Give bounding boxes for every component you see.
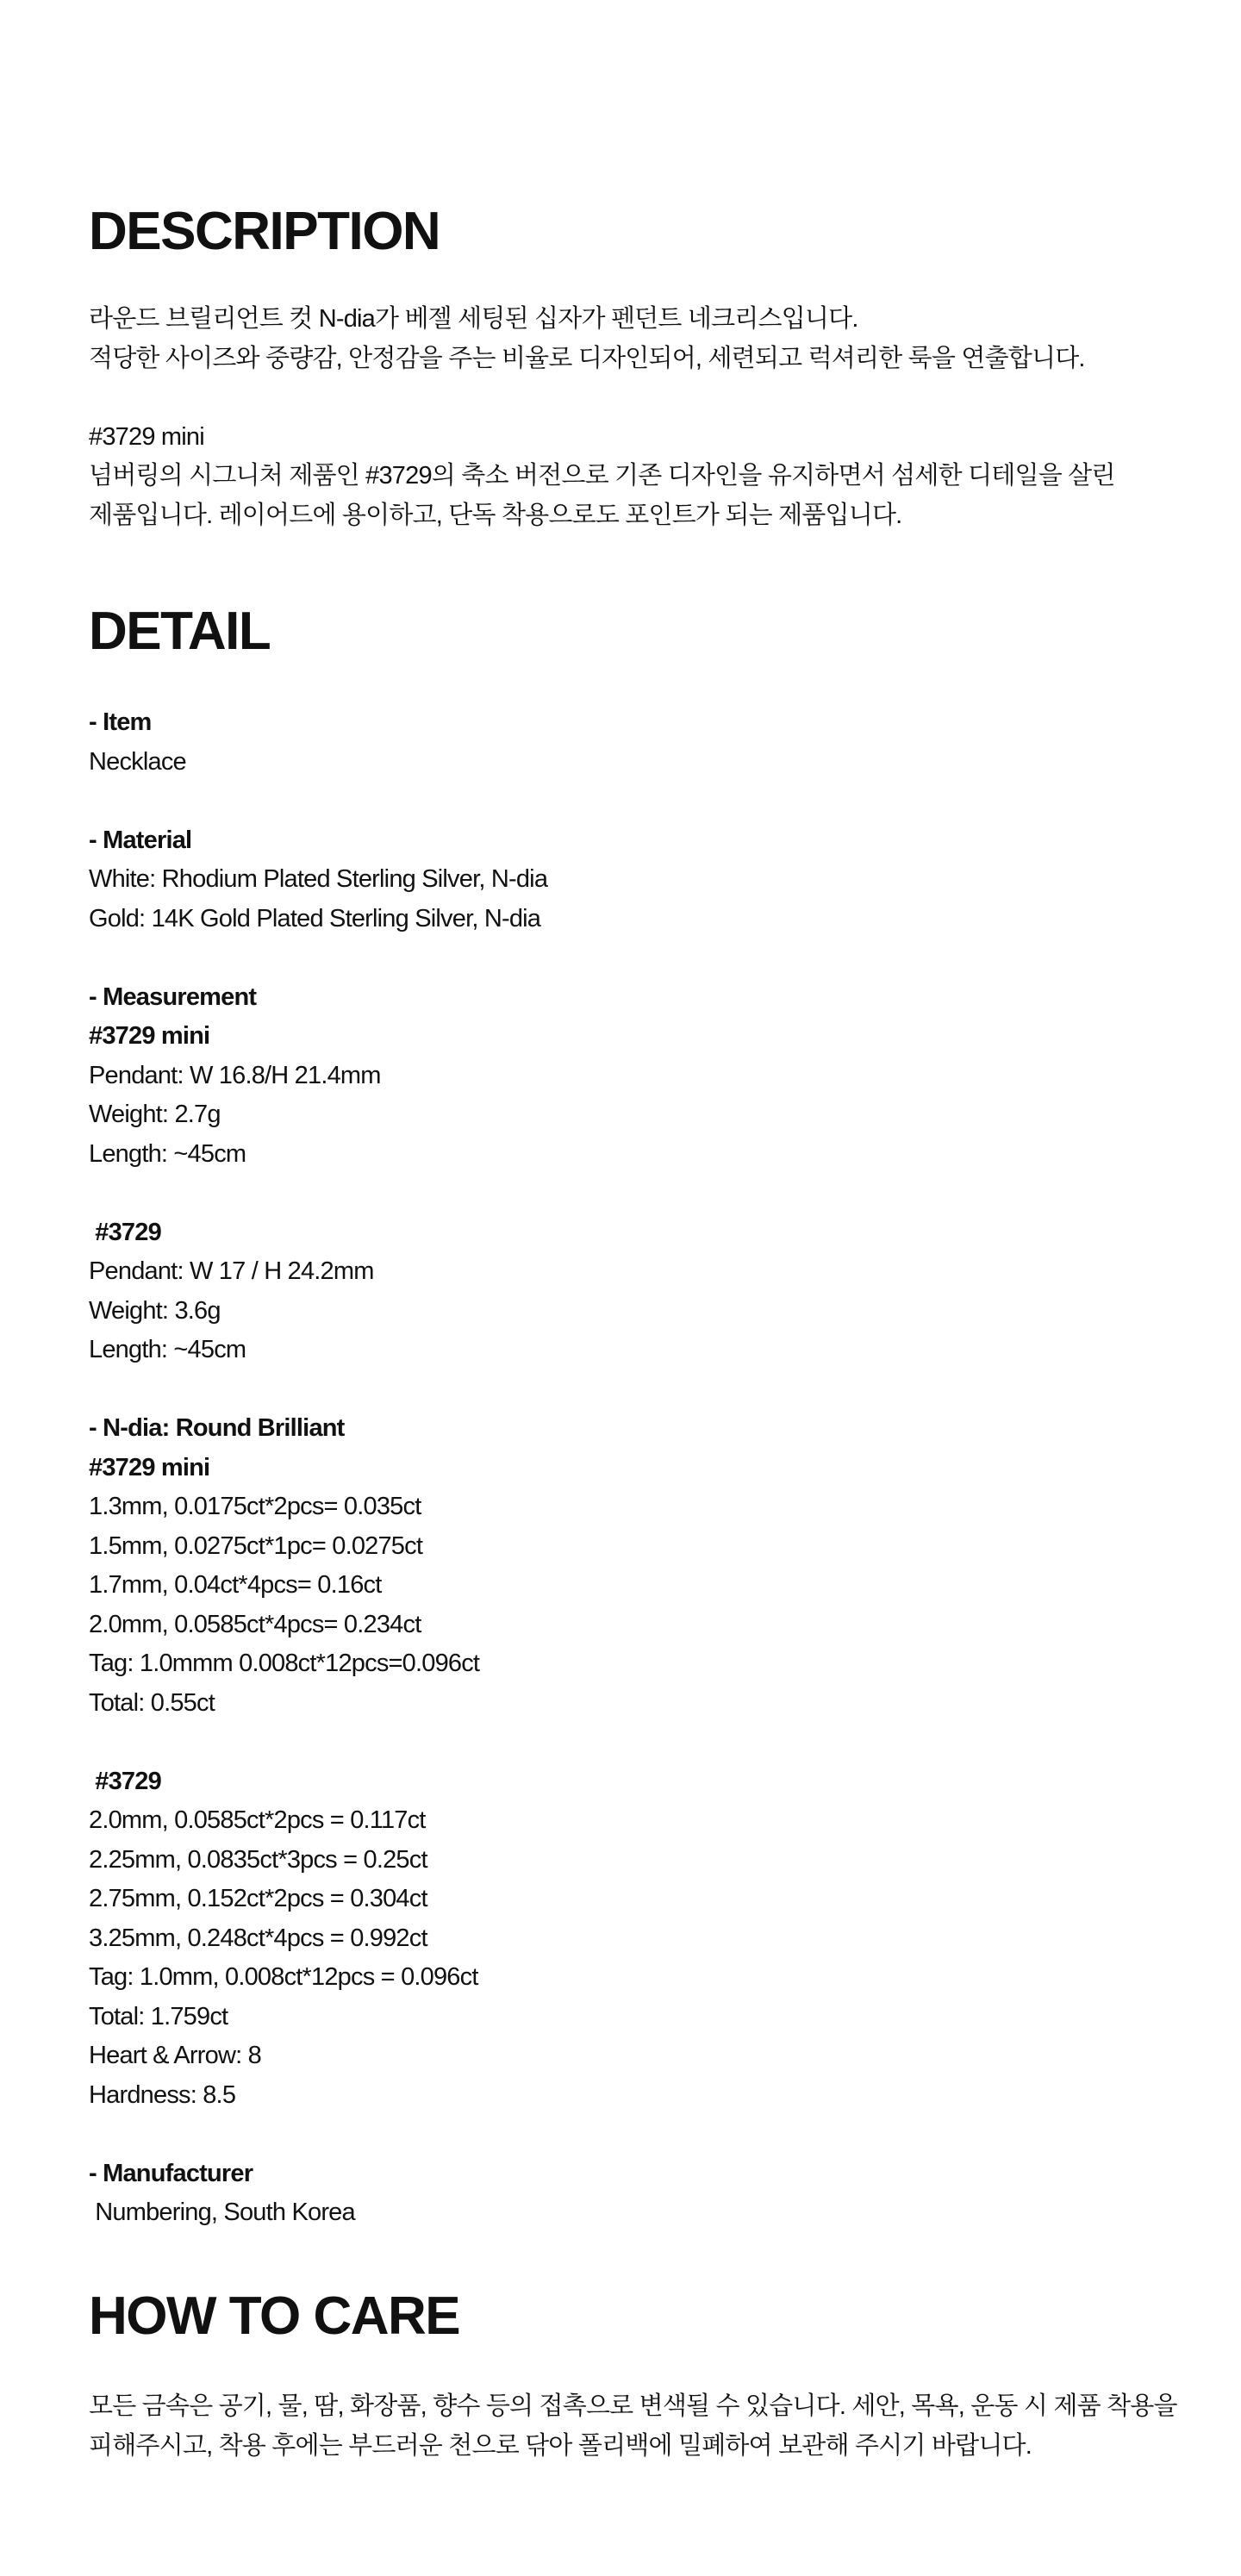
- description-line: 적당한 사이즈와 중량감, 안정감을 주는 비율로 디자인되어, 세련되고 럭셔리한 룩을 연출합니다.: [89, 344, 1085, 372]
- ndia-mini-line: Tag: 1.0mmm 0.008ct*12pcs=0.096ct: [89, 1650, 480, 1677]
- ndia-full-line: Tag: 1.0mm, 0.008ct*12pcs = 0.096ct: [89, 1963, 478, 1991]
- measurement-full-label: #3729: [89, 1218, 161, 1246]
- item-label: - Item: [89, 708, 152, 736]
- ndia-full-hardness: Hardness: 8.5: [89, 2080, 236, 2109]
- measurement-full-length: Length: ~45cm: [89, 1336, 246, 1363]
- ndia-full-line: 2.75mm, 0.152ct*2pcs = 0.304ct: [89, 1885, 427, 1912]
- spacer: [89, 2115, 547, 2155]
- care-line: 피해주시고, 착용 후에는 부드러운 천으로 닦아 폴리백에 밀폐하여 보관해 주시기 바랍니다.: [89, 2431, 1032, 2460]
- description-subtitle: #3729 mini: [89, 422, 204, 451]
- measurement-mini-weight: Weight: 2.7g: [89, 1101, 221, 1128]
- measurement-mini-length: Length: ~45cm: [89, 1139, 246, 1168]
- ndia-mini-line: 2.0mm, 0.0585ct*4pcs= 0.234ct: [89, 1610, 421, 1638]
- manufacturer-label: - Manufacturer: [89, 2159, 253, 2187]
- spacer: [89, 378, 1115, 418]
- care-title: HOW TO CARE: [89, 2286, 460, 2346]
- measurement-full-weight: Weight: 3.6g: [89, 1296, 221, 1325]
- measurement-mini-label: #3729 mini: [89, 1022, 210, 1050]
- detail-body: [89, 703, 547, 2233]
- ndia-mini-line: 1.5mm, 0.0275ct*1pc= 0.0275ct: [89, 1531, 423, 1560]
- ndia-mini-total: Total: 0.55ct: [89, 1688, 215, 1717]
- ndia-mini-label: #3729 mini: [89, 1453, 210, 1481]
- spacer: [89, 939, 547, 978]
- item-value: Necklace: [89, 747, 186, 776]
- ndia-mini-line: 1.7mm, 0.04ct*4pcs= 0.16ct: [89, 1571, 382, 1599]
- measurement-mini-pendant: Pendant: W 16.8/H 21.4mm: [89, 1061, 381, 1089]
- material-white: White: Rhodium Plated Sterling Silver, N-dia: [89, 865, 548, 893]
- measurement-full-pendant: Pendant: W 17 / H 24.2mm: [89, 1257, 374, 1285]
- description-title: DESCRIPTION: [89, 202, 440, 261]
- description-line: 넘버링의 시그니처 제품인 #3729의 축소 버전으로 기존 디자인을 유지하면서 섬세한 디테일을 살린: [89, 462, 1115, 490]
- care-line: 모든 금속은 공기, 물, 땀, 화장품, 향수 등의 접촉으로 변색될 수 있습니다. 세안, 목욕, 운동 시 제품 착용을: [89, 2392, 1177, 2420]
- description-body: [89, 300, 1115, 535]
- ndia-full-label: #3729: [89, 1767, 161, 1795]
- spacer: [89, 782, 547, 821]
- care-body: [89, 2387, 1177, 2466]
- ndia-full-line: 3.25mm, 0.248ct*4pcs = 0.992ct: [89, 1924, 427, 1952]
- ndia-mini-line: 1.3mm, 0.0175ct*2pcs= 0.035ct: [89, 1493, 421, 1520]
- ndia-full-line: 2.25mm, 0.0835ct*3pcs = 0.25ct: [89, 1845, 427, 1874]
- material-gold: Gold: 14K Gold Plated Sterling Silver, N-dia: [89, 904, 541, 932]
- measurement-label: - Measurement: [89, 982, 257, 1011]
- ndia-label: - N-dia: Round Brilliant: [89, 1414, 345, 1442]
- ndia-full-heart-arrow: Heart & Arrow: 8: [89, 2042, 261, 2069]
- material-label: - Material: [89, 826, 192, 854]
- manufacturer-value: Numbering, South Korea: [89, 2199, 355, 2226]
- ndia-full-line: 2.0mm, 0.0585ct*2pcs = 0.117ct: [89, 1806, 426, 1834]
- spacer: [89, 1174, 547, 1213]
- detail-title: DETAIL: [89, 602, 271, 661]
- description-line: 제품입니다. 레이어드에 용이하고, 단독 착용으로도 포인트가 되는 제품입니다.: [89, 501, 902, 529]
- description-line: 라운드 브릴리언트 컷 N-dia가 베젤 세팅된 십자가 펜던트 네크리스입니다.: [89, 305, 858, 333]
- spacer: [89, 1370, 547, 1410]
- spacer: [89, 1723, 547, 1762]
- ndia-full-total: Total: 1.759ct: [89, 2002, 228, 2030]
